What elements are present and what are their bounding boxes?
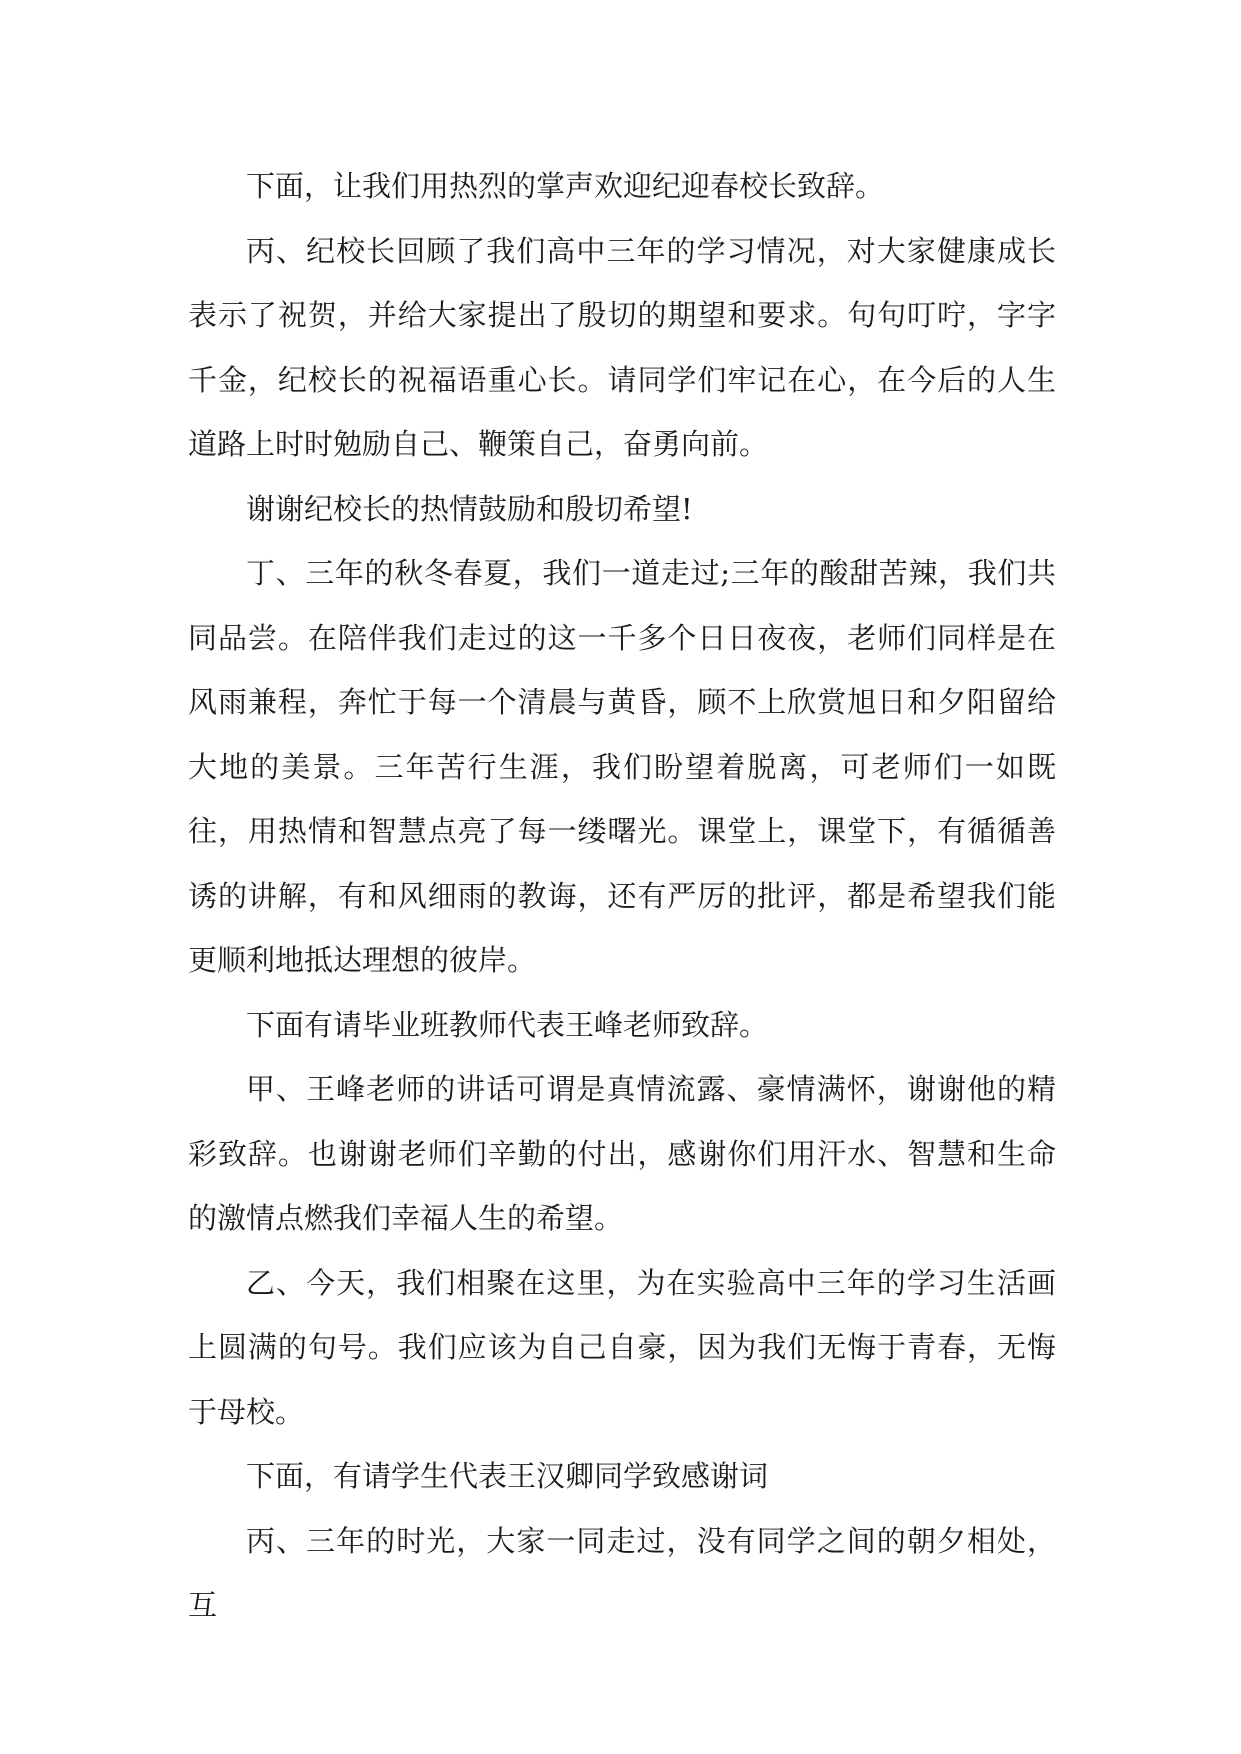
paragraph-thanks-teacher: 甲、王峰老师的讲话可谓是真情流露、豪情满怀，谢谢他的精彩致辞。也谢谢老师们辛勤的付出，感谢你们用汗水、智慧和生命的激情点燃我们幸福人生的希望。 xyxy=(188,1072,1056,1235)
paragraph-thanks-principal: 谢谢纪校长的热情鼓励和殷切希望! xyxy=(246,491,693,526)
document-body xyxy=(188,154,1056,1638)
paragraph-gathering: 乙、今天，我们相聚在这里，为在实验高中三年的学习生活画上圆满的句号。我们应该为自己自豪，因为我们无悔于青春，无悔于母校。 xyxy=(188,1265,1056,1429)
paragraph-teachers-tribute: 丁、三年的秋冬春夏，我们一道走过;三年的酸甜苦辣，我们共同品尝。在陪伴我们走过的这一千多个日日夜夜，老师们同样是在风雨兼程，奔忙于每一个清晨与黄昏，顾不上欣赏旭日和夕阳留给大地的美景。三年苦行生涯，我们盼望着脱离，可老师们一如既往，用热情和智慧点亮了每一缕曙光。课堂上，课堂下，有循循善诱的讲解，有和风细雨的教诲，还有严厉的批评，都是希望我们能更顺利地抵达理想的彼岸。 xyxy=(188,556,1056,977)
paragraph-principal-review: 丙、纪校长回顾了我们高中三年的学习情况，对大家健康成长表示了祝贺，并给大家提出了殷切的期望和要求。句句叮咛，字字千金，纪校长的祝福语重心长。请同学们牢记在心，在今后的人生道路上时时勉励自己、鞭策自己，奋勇向前。 xyxy=(188,233,1056,461)
paragraph-invite-student: 下面，有请学生代表王汉卿同学致感谢词 xyxy=(246,1459,769,1493)
paragraph-classmates: 丙、三年的时光，大家一同走过，没有同学之间的朝夕相处，互 xyxy=(188,1523,1056,1622)
paragraph-invite-teacher: 下面有请毕业班教师代表王峰老师致辞。 xyxy=(246,1007,769,1042)
paragraph-welcome-principal: 下面，让我们用热烈的掌声欢迎纪迎春校长致辞。 xyxy=(246,169,885,203)
